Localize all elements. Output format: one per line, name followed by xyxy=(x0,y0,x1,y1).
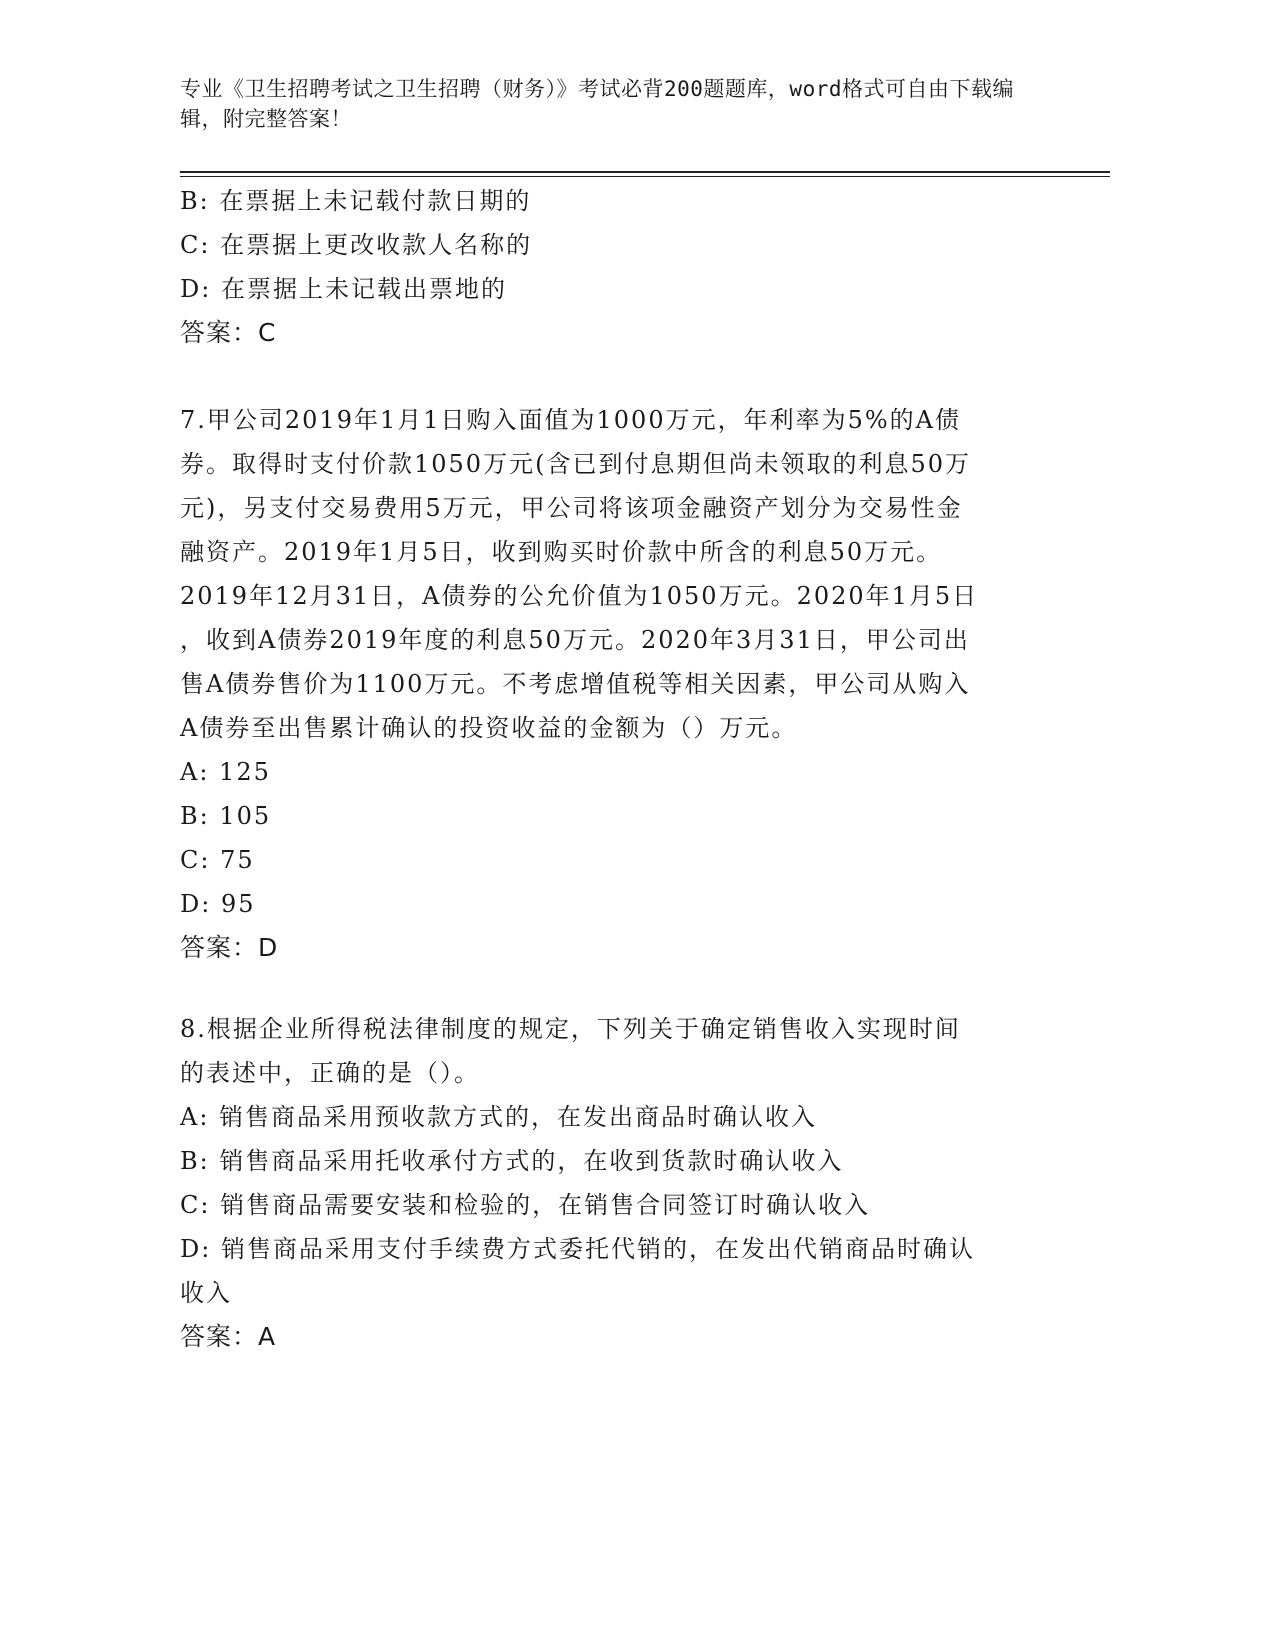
question-stem-line: 售A债券售价为1100万元。不考虑增值税等相关因素，甲公司从购入 xyxy=(180,670,971,698)
option-b: B: 105 xyxy=(180,802,272,830)
answer-label: 答案：C xyxy=(180,318,277,347)
question-8 xyxy=(180,1007,1040,1359)
answer-label: 答案：D xyxy=(180,933,279,962)
option-d: D: 在票据上未记载出票地的 xyxy=(180,275,507,303)
question-stem-line: 融资产。2019年1月5日，收到购买时价款中所含的利息50万元。 xyxy=(180,538,943,566)
option-c: C: 75 xyxy=(180,846,255,874)
option-d: D: 销售商品采用支付手续费方式委托代销的，在发出代销商品时确认 xyxy=(180,1235,975,1263)
option-d: D: 95 xyxy=(180,890,256,918)
option-d-continued: 收入 xyxy=(180,1279,232,1307)
option-b: B: 在票据上未记载付款日期的 xyxy=(180,187,532,215)
question-stem-line: 元)，另支付交易费用5万元，甲公司将该项金融资产划分为交易性金 xyxy=(180,494,963,522)
question-stem-line: 券。取得时支付价款1050万元(含已到付息期但尚未领取的利息50万 xyxy=(180,450,971,478)
question-7 xyxy=(180,398,1040,970)
option-a: A: 销售商品采用预收款方式的，在发出商品时确认收入 xyxy=(180,1103,818,1131)
option-b: B: 销售商品采用托收承付方式的，在收到货款时确认收入 xyxy=(180,1147,844,1175)
question-6-tail xyxy=(180,179,1040,355)
header-divider-thick xyxy=(180,171,1110,173)
option-c: C: 销售商品需要安装和检验的，在销售合同签订时确认收入 xyxy=(180,1191,871,1219)
document-header: 专业《卫生招聘考试之卫生招聘（财务）》考试必背200题题库，word格式可自由下载编辑，附完整答案！ xyxy=(180,77,1014,131)
option-c: C: 在票据上更改收款人名称的 xyxy=(180,231,533,259)
question-stem-line: ，收到A债券2019年度的利息50万元。2020年3月31日，甲公司出 xyxy=(180,626,970,654)
header-divider-thin xyxy=(180,176,1110,177)
answer-label: 答案：A xyxy=(180,1322,277,1351)
question-stem-line: A债券至出售累计确认的投资收益的金额为（）万元。 xyxy=(180,714,798,742)
question-stem-line: 7.甲公司2019年1月1日购入面值为1000万元，年利率为5%的A债 xyxy=(180,406,961,434)
option-a: A: 125 xyxy=(180,758,271,786)
question-stem-line: 2019年12月31日，A债券的公允价值为1050万元。2020年1月5日 xyxy=(180,582,979,610)
question-stem-line: 8.根据企业所得税法律制度的规定，下列关于确定销售收入实现时间 xyxy=(180,1015,961,1043)
question-stem-line: 的表述中，正确的是（）。 xyxy=(180,1059,480,1087)
